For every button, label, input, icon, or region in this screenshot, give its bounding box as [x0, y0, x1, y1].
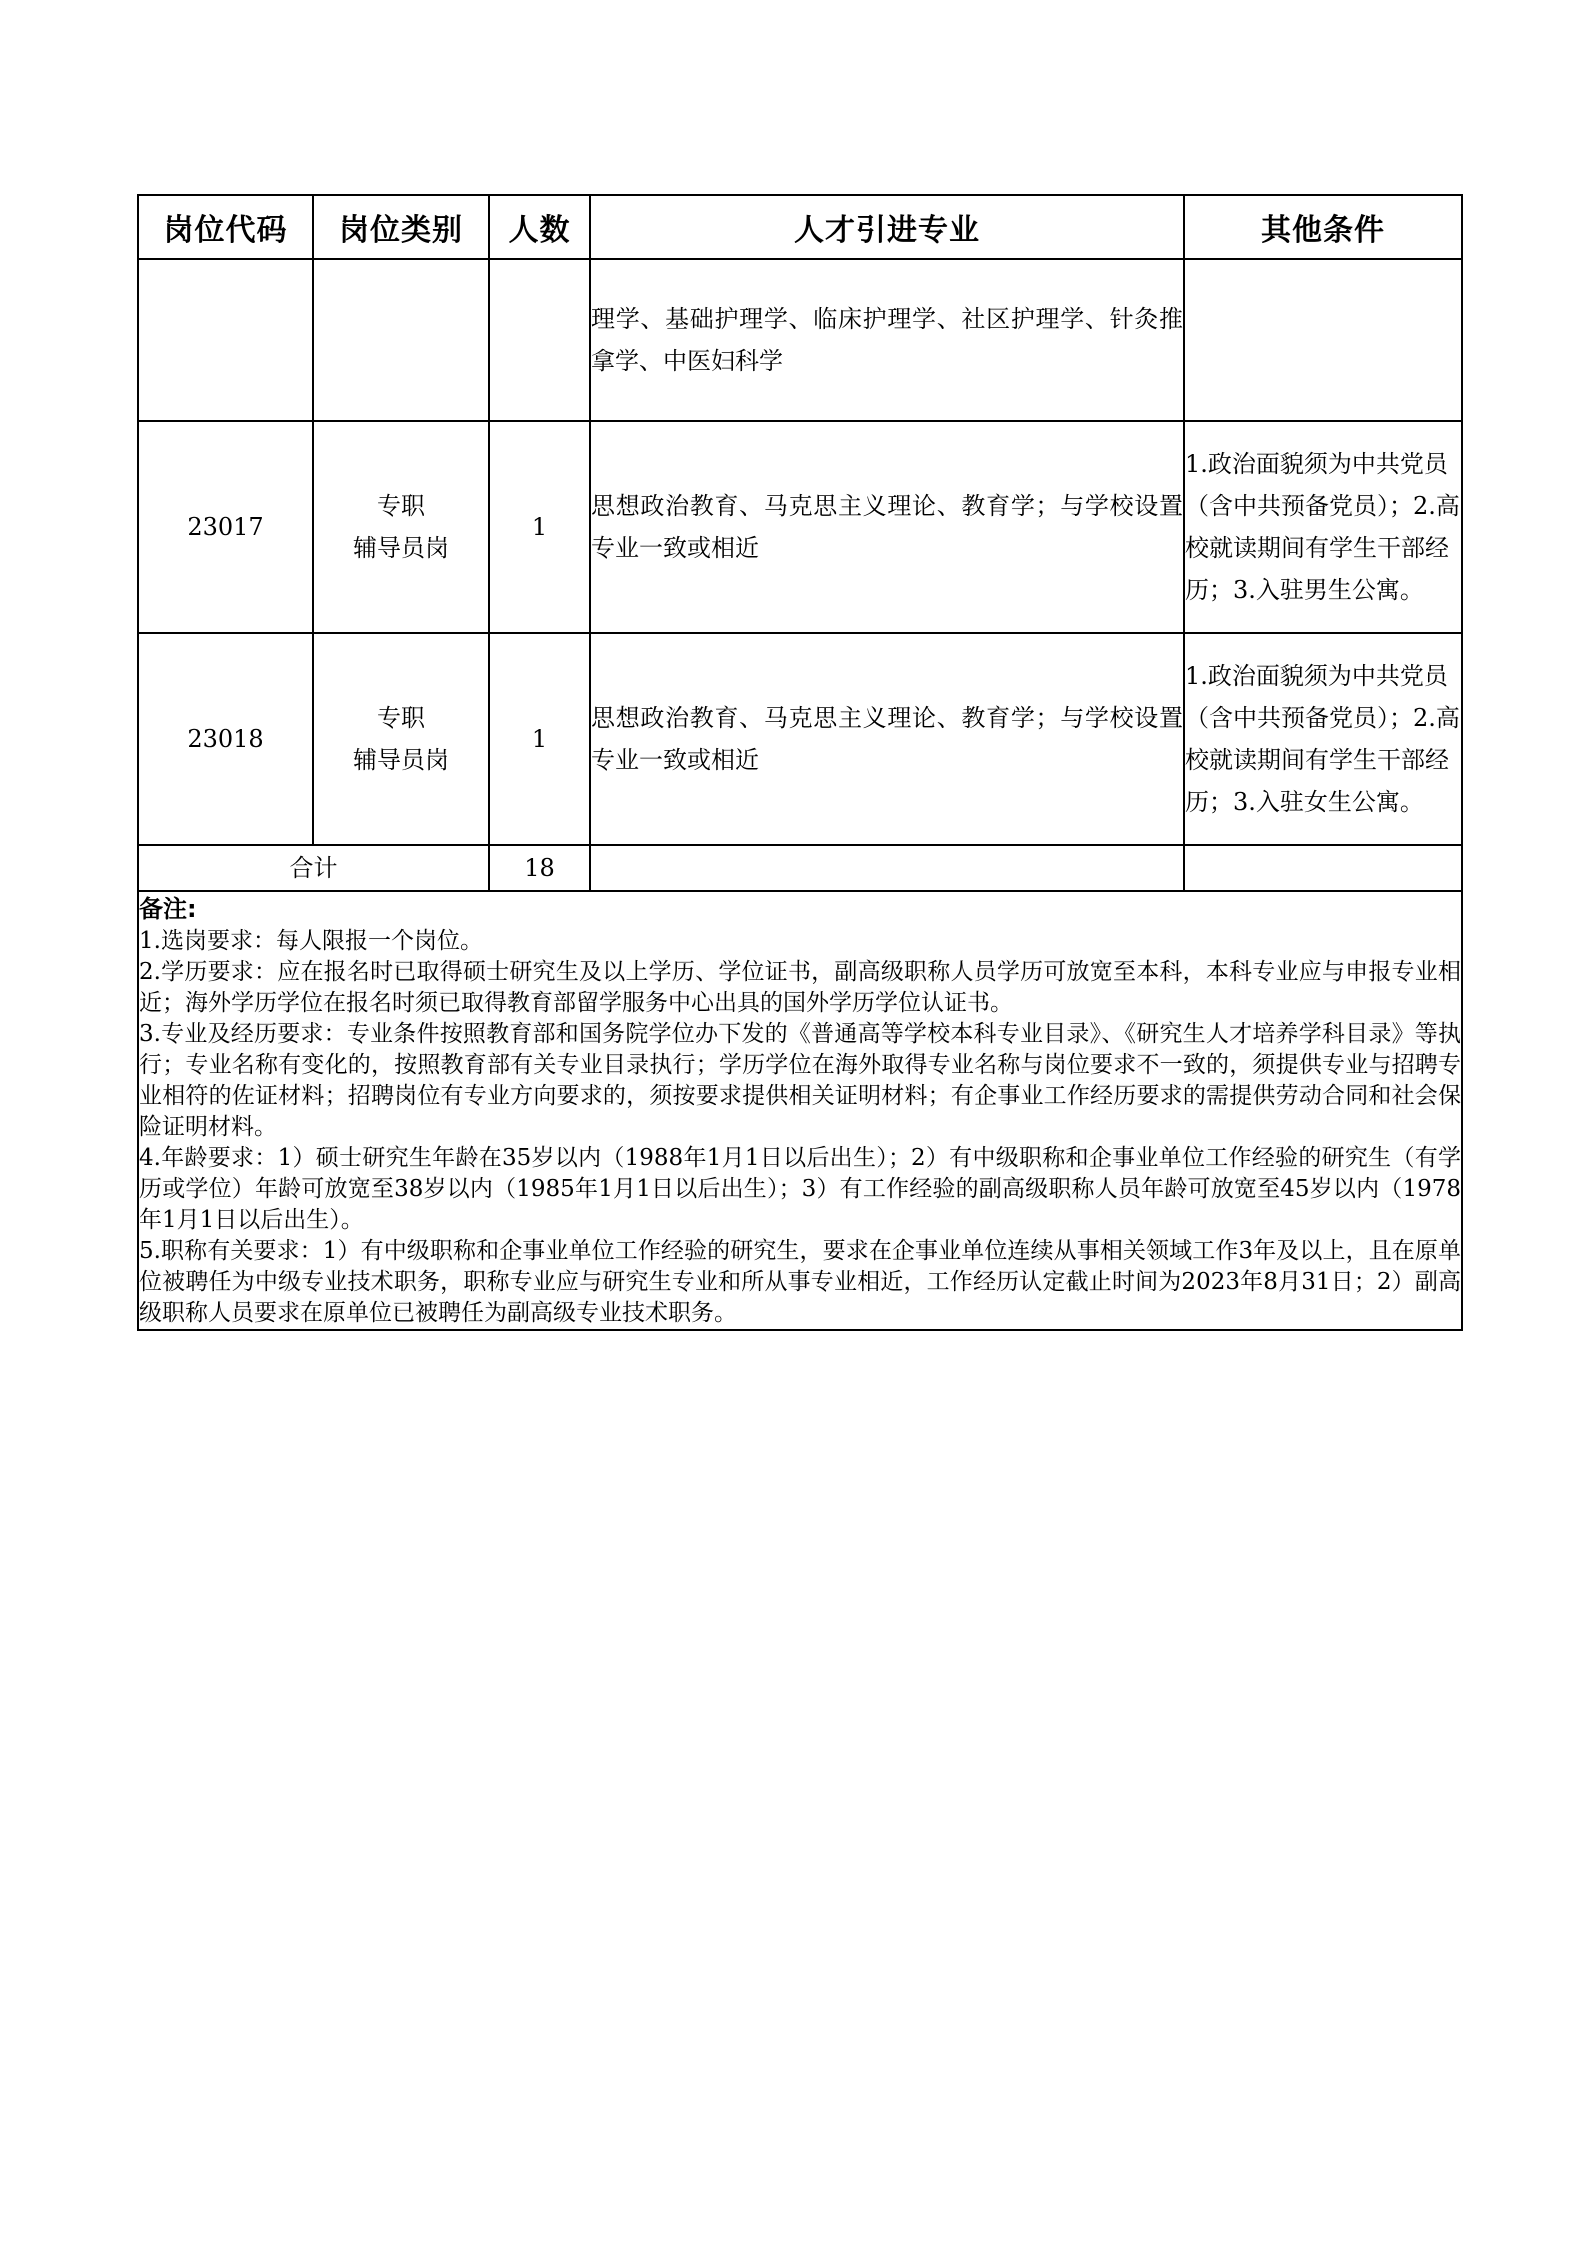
cell-position-code: 23018	[138, 633, 313, 845]
table-row	[138, 259, 1462, 421]
header-headcount: 人数	[489, 195, 590, 259]
total-label: 合计	[138, 845, 489, 891]
cell-other-conditions: 1.政治面貌须为中共党员（含中共预备党员）；2.高校就读期间有学生干部经历；3.入驻女生公寓。	[1184, 633, 1462, 845]
cell-position-category	[313, 633, 489, 845]
cell-major: 思想政治教育、马克思主义理论、教育学；与学校设置专业一致或相近	[590, 421, 1184, 633]
category-line-1: 专职	[377, 492, 425, 520]
cell-headcount: 1	[489, 633, 590, 845]
cell-position-category	[313, 421, 489, 633]
notes-title: 备注:	[139, 895, 197, 923]
total-count: 18	[489, 845, 590, 891]
cell-headcount: 1	[489, 421, 590, 633]
table-row	[138, 633, 1462, 845]
note-item-2: 2.学历要求：应在报名时已取得硕士研究生及以上学历、学位证书，副高级职称人员学历可放宽至本科，本科专业应与申报专业相近；海外学历学位在报名时须已取得教育部留学服务中心出具的国外学历学位认证书。	[139, 959, 1461, 1016]
header-other-conditions: 其他条件	[1184, 195, 1462, 259]
category-line-1: 专职	[377, 704, 425, 732]
category-line-2: 辅导员岗	[353, 534, 449, 562]
header-position-category: 岗位类别	[313, 195, 489, 259]
notes-row	[138, 891, 1462, 1330]
cell-position-category	[313, 259, 489, 421]
header-position-code: 岗位代码	[138, 195, 313, 259]
recruitment-table	[137, 194, 1463, 1331]
total-major-empty	[590, 845, 1184, 891]
table-header-row	[138, 195, 1462, 259]
total-row	[138, 845, 1462, 891]
cell-major: 理学、基础护理学、临床护理学、社区护理学、针灸推拿学、中医妇科学	[590, 259, 1184, 421]
cell-headcount	[489, 259, 590, 421]
note-item-5: 5.职称有关要求：1）有中级职称和企事业单位工作经验的研究生，要求在企事业单位连续从事相关领域工作3年及以上，且在原单位被聘任为中级专业技术职务，职称专业应与研究生专业和所从事专业相近，工作经历认定截止时间为2023年8月31日；2）副高级职称人员要求在原单位已被聘任为副高级专业技术职务。	[139, 1238, 1461, 1326]
note-item-4: 4.年龄要求：1）硕士研究生年龄在35岁以内（1988年1月1日以后出生）；2）有中级职称和企事业单位工作经验的研究生（有学历或学位）年龄可放宽至38岁以内（1985年1月1日以后出生）；3）有工作经验的副高级职称人员年龄可放宽至45岁以内（1978年1月1日以后出生）。	[139, 1145, 1461, 1233]
cell-position-code: 23017	[138, 421, 313, 633]
note-item-3: 3.专业及经历要求：专业条件按照教育部和国务院学位办下发的《普通高等学校本科专业目录》、《研究生人才培养学科目录》等执行；专业名称有变化的，按照教育部有关专业目录执行；学历学位在海外取得专业名称与岗位要求不一致的，须提供专业与招聘专业相符的佐证材料；招聘岗位有专业方向要求的，须按要求提供相关证明材料；有企事业工作经历要求的需提供劳动合同和社会保险证明材料。	[139, 1021, 1461, 1140]
header-major: 人才引进专业	[590, 195, 1184, 259]
notes-cell	[138, 891, 1462, 1330]
category-line-2: 辅导员岗	[353, 746, 449, 774]
cell-other-conditions	[1184, 259, 1462, 421]
cell-major: 思想政治教育、马克思主义理论、教育学；与学校设置专业一致或相近	[590, 633, 1184, 845]
table-row	[138, 421, 1462, 633]
note-item-1: 1.选岗要求：每人限报一个岗位。	[139, 928, 483, 954]
cell-position-code	[138, 259, 313, 421]
cell-other-conditions: 1.政治面貌须为中共党员（含中共预备党员）；2.高校就读期间有学生干部经历；3.入驻男生公寓。	[1184, 421, 1462, 633]
total-other-empty	[1184, 845, 1462, 891]
